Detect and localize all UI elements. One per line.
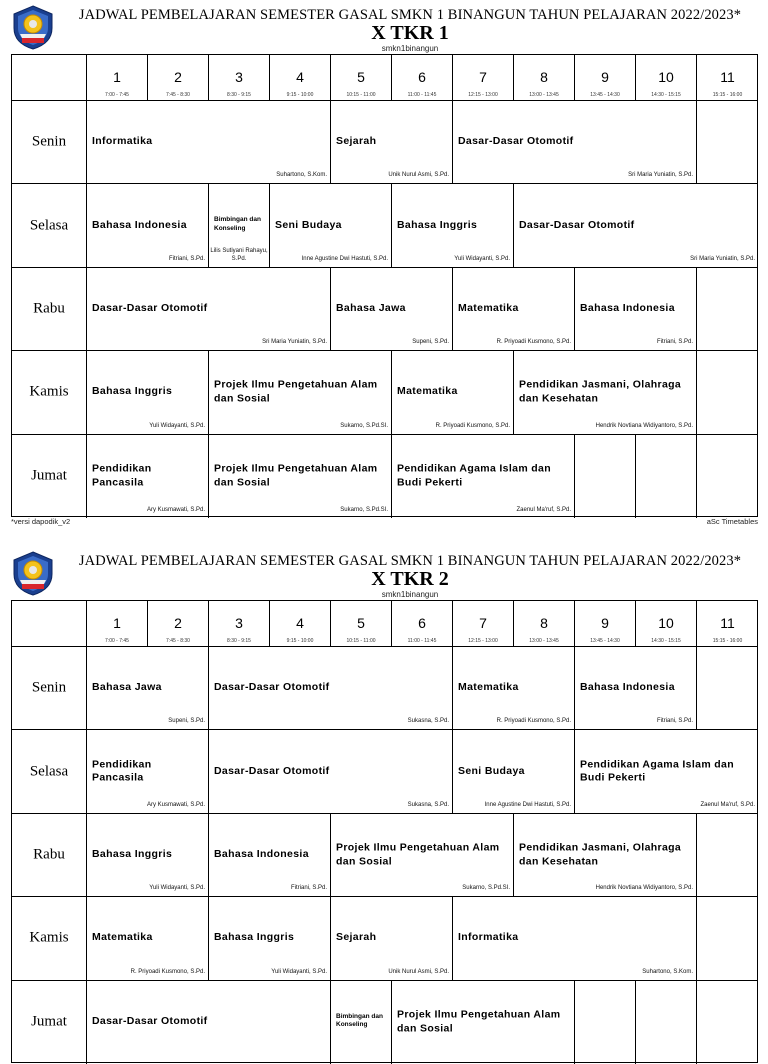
period-time: 13:00 - 13:45 <box>529 92 559 98</box>
lesson-teacher: Sri Maria Yuniatin, S.Pd. <box>628 172 693 179</box>
lesson-subject: Projek Ilmu Pengetahuan Alam dan Sosial <box>214 378 378 405</box>
lesson-teacher: Unik Nurul Asmi, S.Pd. <box>388 968 449 975</box>
lesson-teacher: Sri Maria Yuniatin, S.Pd. <box>690 255 755 262</box>
day-label: Rabu <box>33 846 65 863</box>
period-number: 10 <box>658 615 674 631</box>
period-number: 1 <box>113 69 121 85</box>
lesson-teacher: Suhartono, S.Kom. <box>642 968 693 975</box>
period-header <box>209 601 270 647</box>
period-header <box>514 55 575 101</box>
day-label: Jumat <box>31 1013 67 1030</box>
period-header <box>148 55 209 101</box>
lesson-subject: Bahasa Indonesia <box>214 848 309 861</box>
empty-cell <box>697 435 758 518</box>
day-label: Selasa <box>29 217 69 234</box>
lesson-subject: Matematika <box>92 931 153 944</box>
lesson-cell <box>392 981 575 1064</box>
lesson-cell <box>87 814 209 897</box>
lesson-cell <box>453 897 697 980</box>
day-label: Rabu <box>33 300 65 317</box>
lesson-cell <box>575 268 697 351</box>
period-header <box>270 55 331 101</box>
lesson-subject: Bimbingan dan Konseling <box>336 1012 383 1029</box>
lesson-teacher: Yuli Widayanti, S.Pd. <box>149 885 205 892</box>
lesson-subject: Informatika <box>458 931 519 944</box>
lesson-teacher: Sri Maria Yuniatin, S.Pd. <box>262 339 327 346</box>
lesson-teacher: Zaenul Ma'ruf, S.Pd. <box>700 801 755 808</box>
lesson-cell <box>87 101 331 184</box>
period-header <box>697 601 758 647</box>
lesson-subject: Matematika <box>397 385 458 398</box>
period-header <box>87 601 148 647</box>
period-number: 7 <box>479 615 487 631</box>
period-time: 13:00 - 13:45 <box>529 638 559 644</box>
period-header <box>270 601 331 647</box>
period-time: 7:45 - 8:30 <box>166 638 190 644</box>
period-time: 12:15 - 13:00 <box>468 92 498 98</box>
period-number: 5 <box>357 69 365 85</box>
lesson-teacher: Hendrik Novtiana Widiyantoro, S.Pd. <box>595 422 693 429</box>
day-cell-jumat <box>12 981 87 1064</box>
day-label: Senin <box>31 679 67 696</box>
period-time: 11:00 - 11:45 <box>407 92 437 98</box>
day-cell-jumat <box>12 435 87 518</box>
lesson-cell <box>453 647 575 730</box>
lesson-teacher: R. Priyoadi Kusmono, S.Pd. <box>496 718 571 725</box>
empty-cell <box>697 268 758 351</box>
period-number: 3 <box>235 615 243 631</box>
period-header <box>87 55 148 101</box>
lesson-subject: Dasar-Dasar Otomotif <box>214 681 330 694</box>
lesson-subject: Dasar-Dasar Otomotif <box>519 218 635 231</box>
lesson-cell <box>392 351 514 434</box>
lesson-subject: Bahasa Jawa <box>336 302 406 315</box>
lesson-subject: Bahasa Inggris <box>92 848 173 861</box>
lesson-subject: Projek Ilmu Pengetahuan Alam dan Sosial <box>397 1008 561 1035</box>
lesson-cell <box>331 814 514 897</box>
lesson-cell <box>87 435 209 518</box>
lesson-cell <box>87 268 331 351</box>
empty-cell <box>636 435 697 518</box>
lesson-subject: Pendidikan Jasmani, Olahraga dan Kesehatan <box>519 378 682 405</box>
lesson-cell <box>87 351 209 434</box>
lesson-teacher: Hendrik Novtiana Widiyantoro, S.Pd. <box>595 885 693 892</box>
day-label: Kamis <box>29 929 69 946</box>
lesson-cell <box>331 268 453 351</box>
lesson-teacher: Unik Nurul Asmi, S.Pd. <box>388 172 449 179</box>
lesson-subject: Pendidikan Agama Islam dan Budi Pekerti <box>397 462 552 489</box>
lesson-cell <box>209 435 392 518</box>
lesson-cell <box>392 435 575 518</box>
lesson-cell <box>87 647 209 730</box>
lesson-subject: Matematika <box>458 681 519 694</box>
lesson-cell <box>392 184 514 267</box>
day-cell-kamis <box>12 351 87 434</box>
lesson-teacher: Yuli Widayanti, S.Pd. <box>149 422 205 429</box>
period-time: 14:30 - 15:15 <box>651 92 681 98</box>
lesson-cell <box>209 184 270 267</box>
lesson-teacher: Ary Kusmawati, S.Pd. <box>146 506 205 513</box>
period-number: 2 <box>174 615 182 631</box>
period-number: 5 <box>357 615 365 631</box>
lesson-teacher: Sukarno, S.Pd.SI. <box>340 506 388 513</box>
day-cell-kamis <box>12 897 87 980</box>
period-number: 8 <box>540 69 548 85</box>
lesson-subject: Bahasa Indonesia <box>580 302 675 315</box>
lesson-cell <box>453 268 575 351</box>
period-number: 6 <box>418 69 426 85</box>
period-number: 11 <box>720 69 735 85</box>
lesson-teacher: Inne Agustine Dwi Hastuti, S.Pd. <box>484 801 571 808</box>
lesson-subject: Bahasa Jawa <box>92 681 162 694</box>
lesson-subject: Bahasa Inggris <box>214 931 295 944</box>
school-code: smkn1binangun <box>381 590 439 599</box>
lesson-subject: Bahasa Inggris <box>397 218 478 231</box>
period-number: 9 <box>601 615 609 631</box>
period-number: 2 <box>174 69 182 85</box>
lesson-subject: Pendidikan Jasmani, Olahraga dan Kesehatan <box>519 841 682 867</box>
period-time: 12:15 - 13:00 <box>468 638 498 644</box>
empty-cell <box>697 897 758 980</box>
lesson-cell <box>453 730 575 813</box>
lesson-subject: Bahasa Indonesia <box>580 681 675 694</box>
period-number: 11 <box>720 615 735 631</box>
period-time: 15:15 - 16:00 <box>712 92 743 98</box>
school-logo-icon <box>10 550 56 596</box>
day-cell-rabu <box>12 268 87 351</box>
lesson-cell <box>331 101 453 184</box>
footer-generator: aSc Timetables <box>706 517 758 526</box>
lesson-cell <box>87 897 209 980</box>
period-time: 15:15 - 16:00 <box>712 638 743 644</box>
period-header <box>636 55 697 101</box>
period-time: 8:30 - 9:15 <box>227 638 251 644</box>
lesson-teacher: R. Priyoadi Kusmono, S.Pd. <box>130 968 205 975</box>
day-cell-senin <box>12 647 87 730</box>
empty-cell <box>575 435 636 518</box>
lesson-subject: Dasar-Dasar Otomotif <box>92 1015 208 1028</box>
period-header <box>453 55 514 101</box>
lesson-teacher: Supeni, S.Pd. <box>168 718 205 725</box>
lesson-teacher: Fitriani, S.Pd. <box>168 255 205 262</box>
lesson-teacher: Zaenul Ma'ruf, S.Pd. <box>516 506 571 513</box>
lesson-subject: Dasar-Dasar Otomotif <box>92 302 208 315</box>
period-number: 9 <box>601 69 609 85</box>
period-time: 8:30 - 9:15 <box>227 92 251 98</box>
lesson-subject: Bahasa Inggris <box>92 385 173 398</box>
lesson-cell <box>209 351 392 434</box>
school-code: smkn1binangun <box>381 44 439 53</box>
period-time: 9:15 - 10:00 <box>286 92 314 98</box>
day-label: Kamis <box>29 383 69 400</box>
timetable-grid <box>11 600 758 1063</box>
lesson-cell <box>270 184 392 267</box>
lesson-teacher: Suhartono, S.Kom. <box>276 172 327 179</box>
lesson-subject: Sejarah <box>336 135 377 148</box>
period-header <box>392 55 453 101</box>
page-title: JADWAL PEMBELAJARAN SEMESTER GASAL SMKN 1 BINANGUN TAHUN PELAJARAN 2022/2023* <box>78 553 742 569</box>
lesson-teacher: Ary Kusmawati, S.Pd. <box>146 801 205 808</box>
lesson-subject: Bimbingan dan Konseling <box>214 216 261 233</box>
lesson-teacher: Yuli Widayanti, S.Pd. <box>454 255 510 262</box>
period-number: 7 <box>479 69 487 85</box>
lesson-cell <box>514 184 758 267</box>
empty-cell <box>697 814 758 897</box>
period-time: 10:15 - 11:00 <box>346 92 376 98</box>
lesson-subject: Pendidikan Agama Islam dan Budi Pekerti <box>580 757 735 784</box>
day-cell-selasa <box>12 184 87 267</box>
lesson-cell <box>209 814 331 897</box>
lesson-teacher: Inne Agustine Dwi Hastuti, S.Pd. <box>301 255 388 262</box>
lesson-teacher: Lilis Sutiyani Rahayu, S.Pd. <box>210 248 268 262</box>
period-header <box>514 601 575 647</box>
class-name: X TKR 2 <box>371 568 449 590</box>
period-time: 7:00 - 7:45 <box>105 92 129 98</box>
lesson-cell <box>575 647 697 730</box>
day-label: Jumat <box>31 467 67 484</box>
day-cell-senin <box>12 101 87 184</box>
period-header <box>453 601 514 647</box>
lesson-cell <box>87 184 209 267</box>
lesson-cell <box>87 730 209 813</box>
period-time: 11:00 - 11:45 <box>407 638 437 644</box>
page-title: JADWAL PEMBELAJARAN SEMESTER GASAL SMKN 1 BINANGUN TAHUN PELAJARAN 2022/2023* <box>78 7 742 23</box>
footer-version: *versi dapodik_v2 <box>11 517 71 526</box>
lesson-teacher: Supeni, S.Pd. <box>412 339 449 346</box>
lesson-cell <box>209 730 453 813</box>
lesson-teacher: Sukarno, S.Pd.SI. <box>340 422 388 429</box>
lesson-teacher: Fitriani, S.Pd. <box>656 339 693 346</box>
lesson-subject: Dasar-Dasar Otomotif <box>458 135 574 148</box>
lesson-subject: Pendidikan Pancasila <box>92 757 152 784</box>
period-time: 13:45 - 14:30 <box>590 92 620 98</box>
lesson-cell <box>209 647 453 730</box>
class-name: X TKR 1 <box>371 22 449 44</box>
lesson-subject: Seni Budaya <box>275 218 342 231</box>
empty-cell <box>636 981 697 1064</box>
lesson-cell <box>209 897 331 980</box>
lesson-teacher: Yuli Widayanti, S.Pd. <box>271 968 327 975</box>
period-time: 7:00 - 7:45 <box>105 638 129 644</box>
day-cell-selasa <box>12 730 87 813</box>
lesson-subject: Dasar-Dasar Otomotif <box>214 764 330 777</box>
school-logo-icon <box>10 4 56 50</box>
lesson-cell <box>331 897 453 980</box>
lesson-subject: Informatika <box>92 135 153 148</box>
period-header <box>697 55 758 101</box>
period-time: 14:30 - 15:15 <box>651 638 681 644</box>
lesson-teacher: R. Priyoadi Kusmono, S.Pd. <box>435 422 510 429</box>
period-header <box>575 55 636 101</box>
lesson-cell <box>331 981 392 1064</box>
period-number: 6 <box>418 615 426 631</box>
lesson-subject: Pendidikan Pancasila <box>92 462 152 489</box>
empty-cell <box>697 351 758 434</box>
empty-cell <box>697 101 758 184</box>
empty-cell <box>697 647 758 730</box>
period-header <box>209 55 270 101</box>
day-label: Senin <box>31 133 67 150</box>
lesson-subject: Projek Ilmu Pengetahuan Alam dan Sosial <box>336 841 500 867</box>
lesson-subject: Seni Budaya <box>458 764 525 777</box>
empty-cell <box>575 981 636 1064</box>
lesson-cell <box>87 981 331 1064</box>
period-header <box>331 601 392 647</box>
period-number: 3 <box>235 69 243 85</box>
lesson-teacher: Sukarno, S.Pd.SI. <box>462 885 510 892</box>
period-header <box>392 601 453 647</box>
day-label: Selasa <box>29 763 69 780</box>
day-cell-rabu <box>12 814 87 897</box>
lesson-cell <box>575 730 758 813</box>
lesson-subject: Sejarah <box>336 931 377 944</box>
period-number: 4 <box>296 69 304 85</box>
lesson-cell <box>514 351 697 434</box>
period-time: 10:15 - 11:00 <box>346 638 376 644</box>
lesson-teacher: Sukasna, S.Pd. <box>407 718 449 725</box>
period-time: 13:45 - 14:30 <box>590 638 620 644</box>
lesson-teacher: R. Priyoadi Kusmono, S.Pd. <box>496 339 571 346</box>
period-header <box>636 601 697 647</box>
corner-cell <box>12 55 87 101</box>
period-time: 9:15 - 10:00 <box>286 638 314 644</box>
period-number: 1 <box>113 615 121 631</box>
empty-cell <box>697 981 758 1064</box>
lesson-subject: Projek Ilmu Pengetahuan Alam dan Sosial <box>214 462 378 489</box>
lesson-teacher: Fitriani, S.Pd. <box>656 718 693 725</box>
lesson-teacher: Sukasna, S.Pd. <box>407 801 449 808</box>
corner-cell <box>12 601 87 647</box>
period-number: 4 <box>296 615 304 631</box>
lesson-cell <box>514 814 697 897</box>
period-header <box>575 601 636 647</box>
lesson-subject: Matematika <box>458 302 519 315</box>
period-header <box>331 55 392 101</box>
lesson-subject: Bahasa Indonesia <box>92 218 187 231</box>
lesson-cell <box>453 101 697 184</box>
period-number: 10 <box>658 69 674 85</box>
period-number: 8 <box>540 615 548 631</box>
period-header <box>148 601 209 647</box>
period-time: 7:45 - 8:30 <box>166 92 190 98</box>
lesson-teacher: Fitriani, S.Pd. <box>290 885 327 892</box>
timetable-grid <box>11 54 758 517</box>
